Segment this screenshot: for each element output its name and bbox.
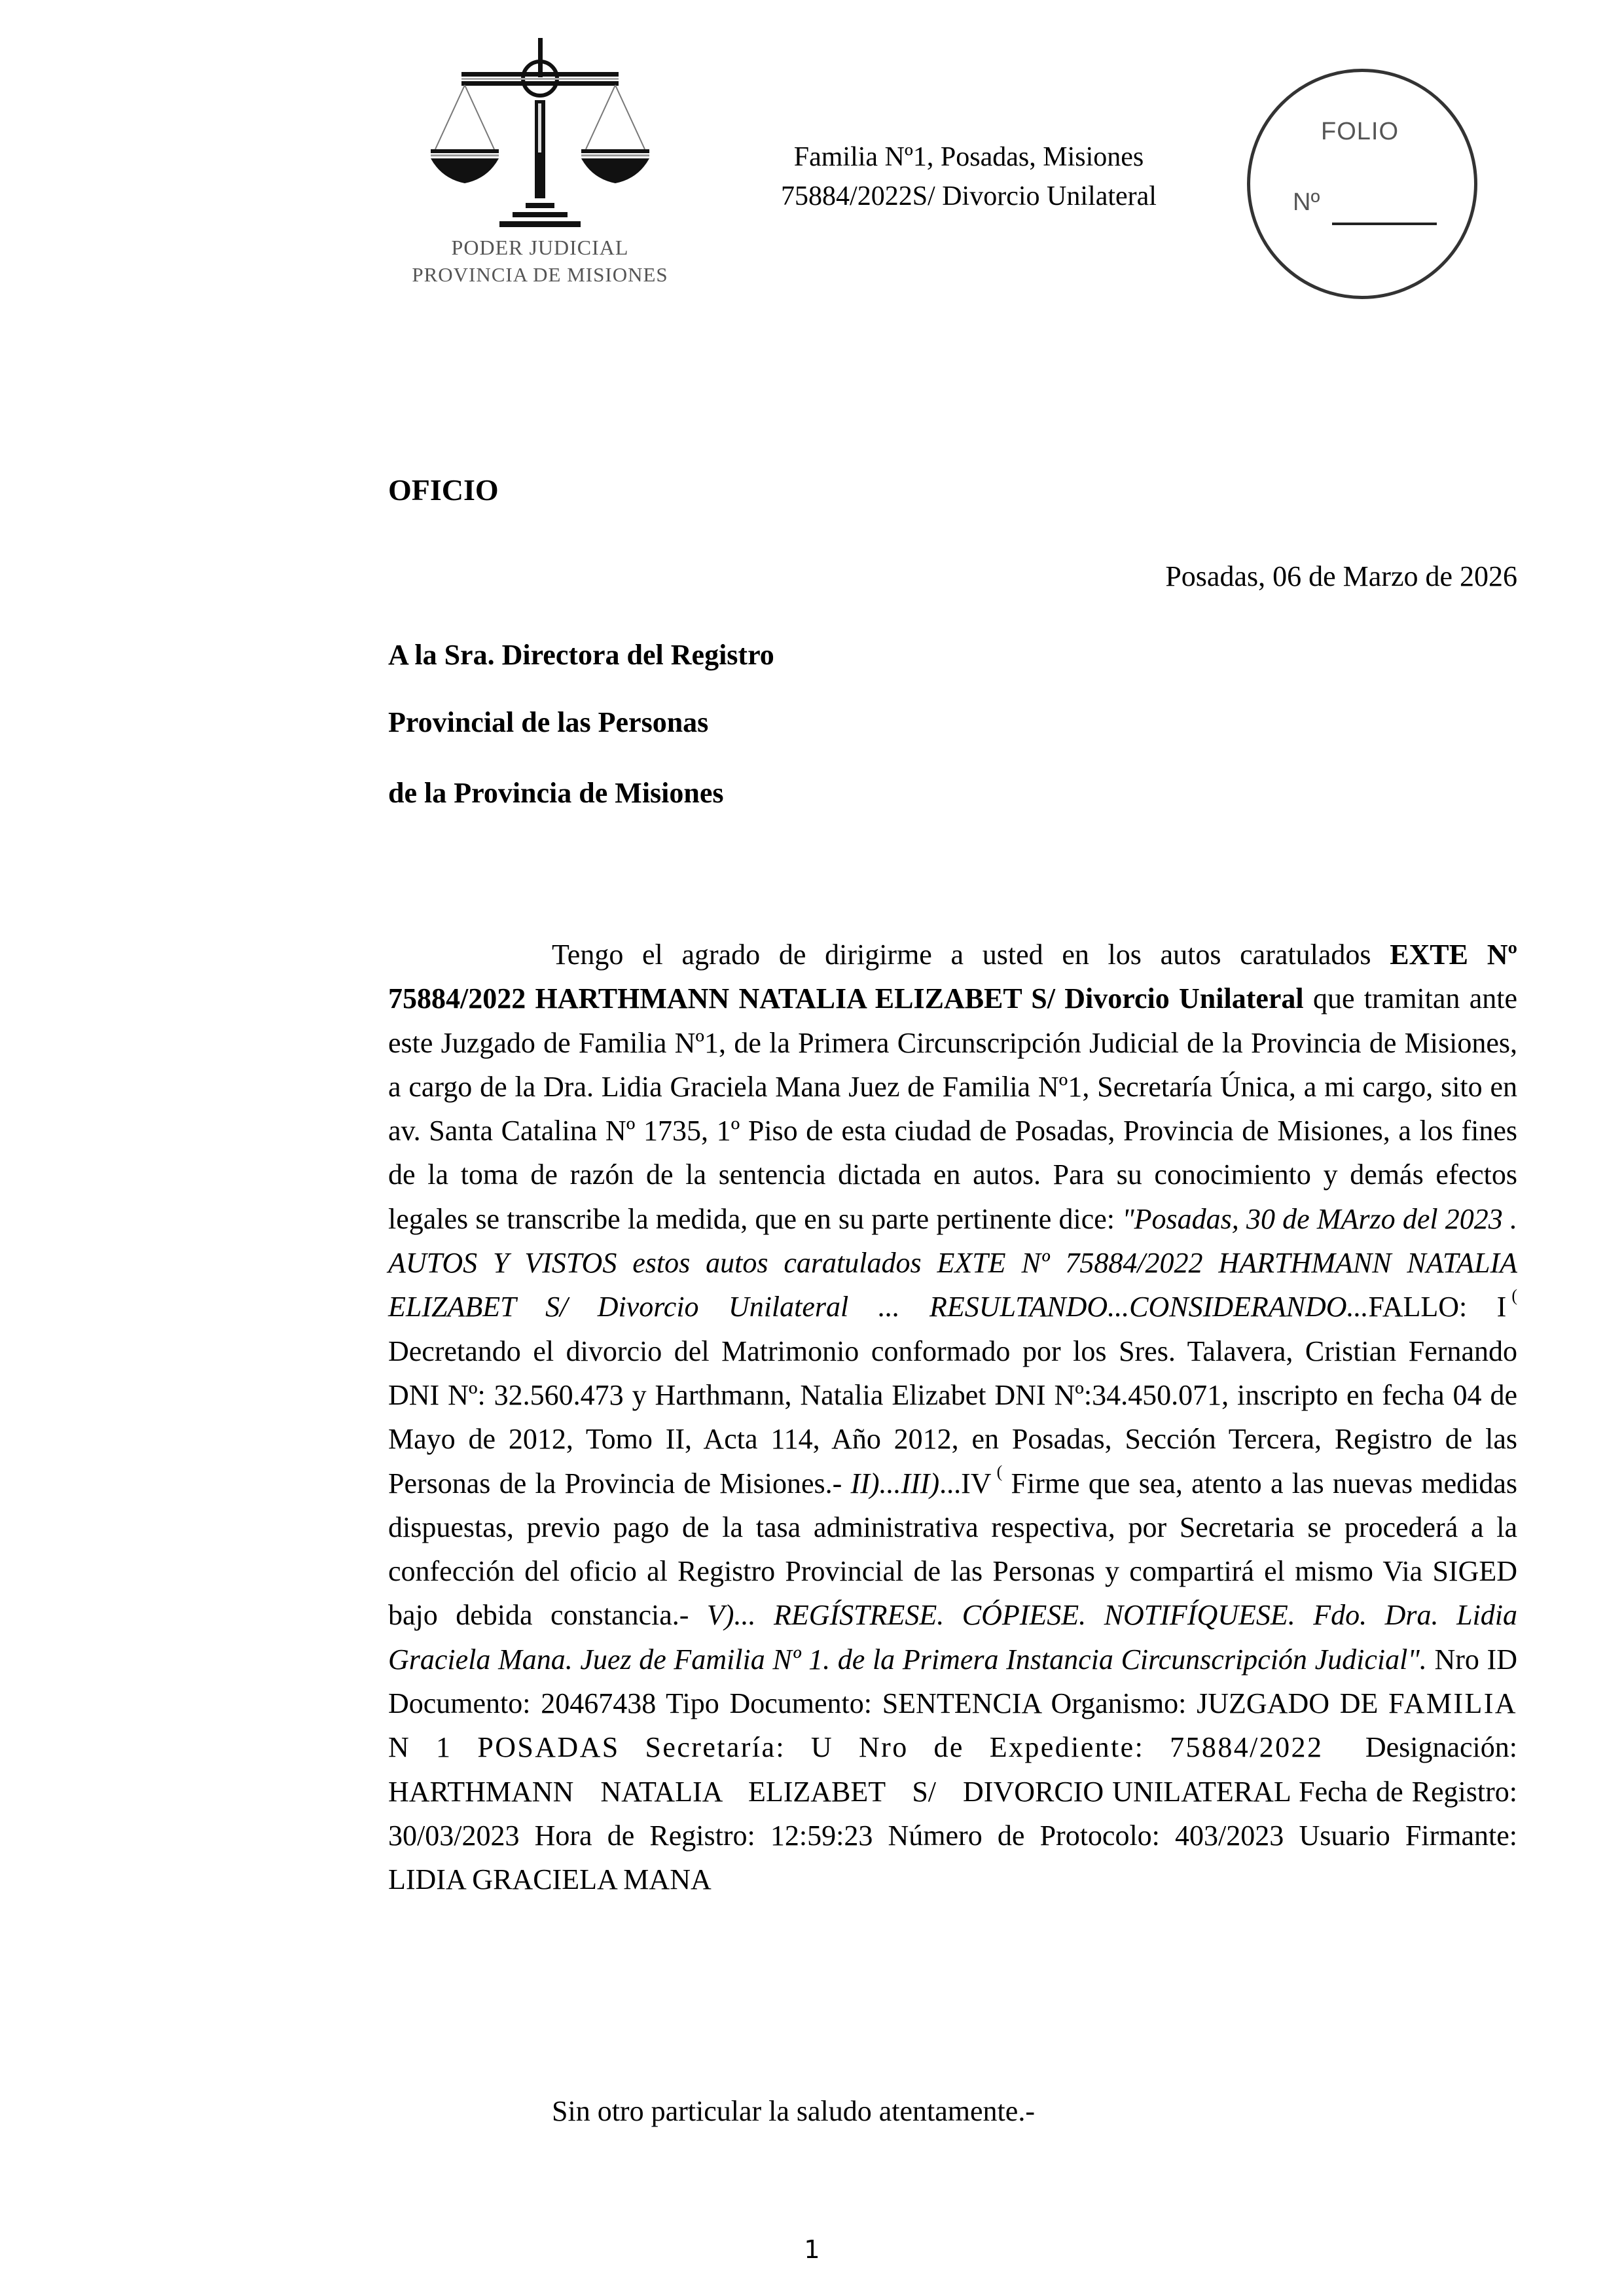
folio-number-blank	[1332, 223, 1437, 225]
fallo-items-II-III: II)...III)	[850, 1467, 940, 1499]
body-court-details: que tramitan ante este Juzgado de Familia Nº1, de la Primera Circunscripción Judicial de la Provincia de Misiones, a cargo de la Dra. Lidia Graciela Mana Juez de Familia Nº1, Secretaría Única, a mi cargo, sito en av. Santa Catalina Nº 1735, 1º Piso de esta ciudad de Posadas, Provincia de Misiones, a los fines de la toma de razón de la sentencia dictada en autos. Para su conocimiento y demás efectos legales se transcribe la medida, que en su parte pertinente dice:	[388, 982, 1518, 1235]
document-metadata-1: Nro ID Documento: 20467438 Tipo Documento: SENTENCIA Organismo: JUZGADO DE	[388, 1643, 1517, 1720]
logo-text-provincia: PROVINCIA DE MISIONES	[412, 263, 668, 286]
document-metadata-2: FAMILIA N 1 POSADAS Secretaría: U Nro de Expediente: 75884/2022	[388, 1687, 1517, 1764]
fallo-item-IV: Firme que sea, atento a las nuevas medidas dispuestas, previo pago de la tasa administrativa respectiva, por Secretaria se procederá a la confección del oficio al Registro Provincial de las Personas y compartirá el mismo Via SIGED bajo debida constancia.-	[388, 1467, 1517, 1632]
judicial-logo	[403, 38, 677, 293]
addressee-line-3: de la Provincia de Misiones	[388, 777, 724, 809]
page-number: 1	[804, 2235, 820, 2264]
header-case-reference	[707, 137, 1231, 216]
folio-title: FOLIO	[1321, 118, 1399, 145]
document-date: Posadas, 06 de Marzo de 2026	[1165, 560, 1517, 592]
fallo-paren-1: (	[1511, 1285, 1517, 1305]
document-metadata-4: UNILATERAL Fecha de Registro: 30/03/2023 Hora de Registro: 12:59:23 Número de Protocolo: 403/2023 Usuario Firmante: LIDIA GRACIELA MANA	[388, 1775, 1517, 1896]
case-caption: EXTE Nº 75884/2022 HARTHMANN NATALIA ELIZABET S/ Divorcio Unilateral	[388, 939, 1517, 1015]
fallo-label: FALLO: I	[1368, 1291, 1507, 1323]
sentence-quote-heading: "Posadas, 30 de MArzo del 2023 . AUTOS Y VISTOS estos autos caratulados EXTE Nº 75884/2022 HARTHMANN NATALIA ELIZABET S/ Divorcio Unilateral ... RESULTANDO...CONSIDERANDO...	[388, 1202, 1517, 1323]
body-paragraph	[388, 933, 1517, 1902]
scales-of-justice-icon	[409, 38, 671, 234]
addressee-line-2: Provincial de las Personas	[388, 706, 709, 738]
document-metadata-3: Designación: HARTHMANN NATALIA ELIZABET S/ DIVORCIO	[388, 1731, 1517, 1808]
logo-text-poder-judicial: PODER JUDICIAL	[451, 236, 629, 259]
fallo-paren-2: (	[996, 1462, 1003, 1481]
folio-number-label: Nº	[1293, 188, 1320, 216]
sentence-quote-closing: V)... REGÍSTRESE. CÓPIESE. NOTIFÍQUESE. Fdo. Dra. Lidia Graciela Mana. Juez de Familia Nº 1. de la Primera Instancia Circunscripción Judicial".	[388, 1599, 1517, 1676]
addressee-line-1: A la Sra. Directora del Registro	[388, 639, 774, 671]
folio-stamp	[1247, 69, 1477, 299]
fallo-item-IV-label: ...IV	[939, 1467, 992, 1499]
header-court-line: Familia Nº1, Posadas, Misiones	[793, 142, 1144, 172]
fallo-item-I: Decretando el divorcio del Matrimonio conformado por los Sres. Talavera, Cristian Fernando DNI Nº: 32.560.473 y Harthmann, Natalia Elizabet DNI Nº:34.450.071, inscripto en fecha 04 de Mayo de 2012, Tomo II, Acta 114, Año 2012, en Posadas, Sección Tercera, Registro de las Personas de la Provincia de Misiones.-	[388, 1335, 1517, 1499]
document-title: OFICIO	[388, 473, 499, 507]
header-case-line: 75884/2022S/ Divorcio Unilateral	[781, 181, 1157, 211]
body-intro: Tengo el agrado de dirigirme a usted en los autos caratulados	[552, 939, 1390, 971]
closing-line: Sin otro particular la saludo atentamente.-	[552, 2095, 1035, 2127]
